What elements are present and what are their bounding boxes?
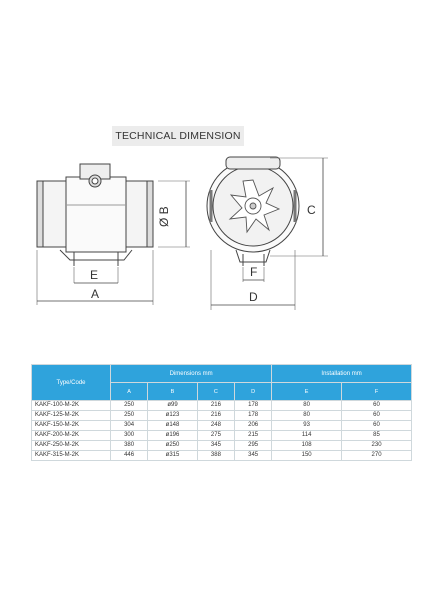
dimension-cell: 215 [235,431,272,441]
dimension-cell: ø99 [148,401,198,411]
dimension-cell: 304 [111,421,148,431]
dimension-cell: 108 [272,441,342,451]
column-header: D [235,383,272,401]
dimension-cell: ø148 [148,421,198,431]
dimension-cell: 80 [272,411,342,421]
dimension-cell: 178 [235,411,272,421]
type-code-cell: KAKF-315-M-2K [32,451,111,461]
column-header: C [197,383,234,401]
dimensions-header: Dimensions mm [111,365,272,383]
table-row [32,411,412,421]
column-header: A [111,383,148,401]
dimension-cell: ø250 [148,441,198,451]
dimension-cell: 150 [272,451,342,461]
dimension-cell: 345 [235,451,272,461]
dimension-cell: 345 [197,441,234,451]
dimension-label-a: A [91,287,100,301]
column-header: E [272,383,342,401]
dimension-cell: ø123 [148,411,198,421]
dimension-cell: 60 [342,411,412,421]
type-code-cell: KAKF-100-M-2K [32,401,111,411]
dimensions-table [31,364,412,461]
dimension-cell: 114 [272,431,342,441]
dimension-cell: ø196 [148,431,198,441]
dimension-cell: 93 [272,421,342,431]
dimension-cell: 216 [197,401,234,411]
dimension-cell: 60 [342,421,412,431]
dimension-cell: 248 [197,421,234,431]
dimension-label-f: F [250,265,258,279]
dimension-cell: 275 [197,431,234,441]
type-code-cell: KAKF-125-M-2K [32,411,111,421]
column-header: F [342,383,412,401]
installation-header: Installation mm [272,365,412,383]
type-code-cell: KAKF-200-M-2K [32,431,111,441]
dimension-cell: 295 [235,441,272,451]
table-row [32,401,412,411]
dimension-cell: 206 [235,421,272,431]
dimension-label-b: Ø B [157,206,171,227]
type-code-cell: KAKF-250-M-2K [32,441,111,451]
table-row [32,451,412,461]
dimension-cell: 250 [111,401,148,411]
page-title: TECHNICAL DIMENSION [112,126,244,146]
dimension-cell: 60 [342,401,412,411]
table-row [32,431,412,441]
dimension-cell: 216 [197,411,234,421]
dimension-cell: 388 [197,451,234,461]
front-view [207,157,299,266]
technical-drawing [0,150,424,320]
dimension-cell: 250 [111,411,148,421]
dimension-label-c: C [307,203,316,217]
dimension-cell: 446 [111,451,148,461]
column-header: B [148,383,198,401]
side-view [37,164,153,266]
dimension-cell: 80 [272,401,342,411]
type-header: Type/Code [32,365,111,401]
table-row [32,421,412,431]
dimension-cell: 178 [235,401,272,411]
dimension-label-d: D [249,290,258,304]
dimension-cell: ø315 [148,451,198,461]
dimension-cell: 300 [111,431,148,441]
dimension-label-e: E [90,268,99,282]
table-row [32,441,412,451]
dimension-cell: 380 [111,441,148,451]
dimension-cell: 270 [342,451,412,461]
dimension-cell: 230 [342,441,412,451]
dimension-cell: 85 [342,431,412,441]
type-code-cell: KAKF-150-M-2K [32,421,111,431]
